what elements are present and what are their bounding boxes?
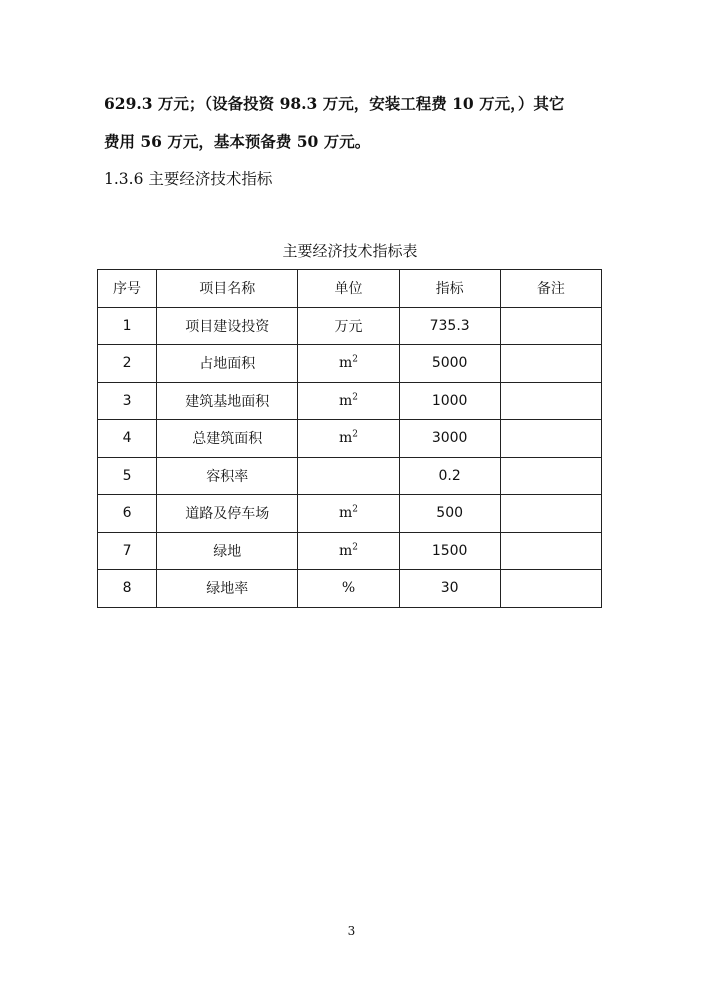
cell-no: 5 bbox=[98, 457, 157, 495]
cell-no: 1 bbox=[98, 307, 157, 345]
cell-no: 7 bbox=[98, 532, 157, 570]
cell-unit bbox=[298, 382, 399, 420]
cell-unit bbox=[298, 307, 399, 345]
unit-text: m bbox=[338, 542, 353, 559]
unit-superscript: 2 bbox=[352, 392, 358, 403]
unit-text: m bbox=[338, 505, 353, 522]
cell-name: 容积率 bbox=[157, 457, 298, 495]
cell-note bbox=[500, 307, 601, 345]
header-unit: 单位 bbox=[298, 270, 399, 308]
unit-superscript: 2 bbox=[352, 542, 358, 553]
header-note: 备注 bbox=[500, 270, 601, 308]
header-no: 序号 bbox=[98, 270, 157, 308]
cell-name: 绿地率 bbox=[157, 570, 298, 608]
cell-unit bbox=[298, 457, 399, 495]
cell-note bbox=[500, 495, 601, 533]
table-row bbox=[98, 307, 602, 345]
cell-no: 3 bbox=[98, 382, 157, 420]
table-row bbox=[98, 382, 602, 420]
indicators-table bbox=[97, 269, 602, 608]
cell-value: 1500 bbox=[399, 532, 500, 570]
cell-note bbox=[500, 345, 601, 383]
unit-text: m bbox=[338, 392, 353, 409]
table-body bbox=[98, 307, 602, 607]
cell-unit bbox=[298, 532, 399, 570]
cell-note bbox=[500, 457, 601, 495]
cell-no: 8 bbox=[98, 570, 157, 608]
table-row bbox=[98, 495, 602, 533]
table-row bbox=[98, 420, 602, 458]
cell-name: 建筑基地面积 bbox=[157, 382, 298, 420]
cell-name: 道路及停车场 bbox=[157, 495, 298, 533]
table-row bbox=[98, 457, 602, 495]
cell-name: 项目建设投资 bbox=[157, 307, 298, 345]
table-caption: 主要经济技术指标表 bbox=[282, 242, 418, 260]
cell-note bbox=[500, 382, 601, 420]
table-header-row bbox=[98, 270, 602, 308]
cell-note bbox=[500, 420, 601, 458]
cell-name: 总建筑面积 bbox=[157, 420, 298, 458]
cell-name: 占地面积 bbox=[157, 345, 298, 383]
cell-value: 0.2 bbox=[399, 457, 500, 495]
cell-unit bbox=[298, 495, 399, 533]
section-heading: 1.3.6 主要经济技术指标 bbox=[104, 170, 273, 188]
unit-superscript: 2 bbox=[352, 354, 358, 365]
header-name: 项目名称 bbox=[157, 270, 298, 308]
unit-superscript: 2 bbox=[352, 504, 358, 515]
table-row bbox=[98, 345, 602, 383]
cell-unit bbox=[298, 420, 399, 458]
cell-name: 绿地 bbox=[157, 532, 298, 570]
cell-no: 6 bbox=[98, 495, 157, 533]
page-number: 3 bbox=[347, 924, 356, 938]
unit-text: m bbox=[338, 430, 353, 447]
cell-note bbox=[500, 532, 601, 570]
unit-text: % bbox=[341, 580, 356, 597]
table-row bbox=[98, 532, 602, 570]
header-value: 指标 bbox=[399, 270, 500, 308]
cell-unit bbox=[298, 345, 399, 383]
cell-unit bbox=[298, 570, 399, 608]
cell-value: 735.3 bbox=[399, 307, 500, 345]
paragraph-line-2: 费用 56 万元，基本预备费 50 万元。 bbox=[104, 132, 371, 151]
cell-value: 3000 bbox=[399, 420, 500, 458]
cell-no: 2 bbox=[98, 345, 157, 383]
table-row bbox=[98, 570, 602, 608]
cell-no: 4 bbox=[98, 420, 157, 458]
unit-text: m bbox=[338, 355, 353, 372]
cell-value: 500 bbox=[399, 495, 500, 533]
cell-value: 1000 bbox=[399, 382, 500, 420]
cell-note bbox=[500, 570, 601, 608]
paragraph-line-1: 629.3 万元；（设备投资 98.3 万元，安装工程费 10 万元，）其它 bbox=[104, 94, 565, 113]
unit-superscript: 2 bbox=[352, 429, 358, 440]
cell-value: 30 bbox=[399, 570, 500, 608]
cell-value: 5000 bbox=[399, 345, 500, 383]
unit-text: 万元 bbox=[334, 318, 363, 335]
